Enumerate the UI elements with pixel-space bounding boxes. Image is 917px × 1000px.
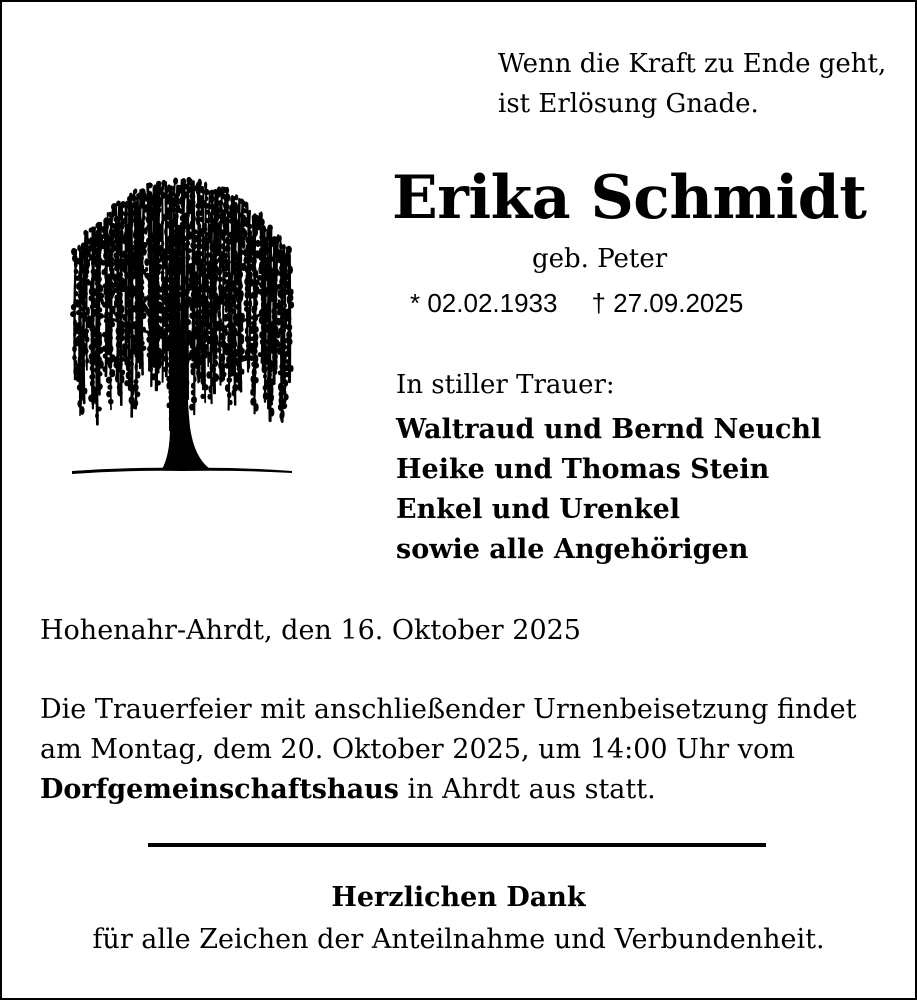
mourner-line: Heike und Thomas Stein <box>396 454 770 485</box>
thanks-text: für alle Zeichen der Anteilnahme und Verbundenheit. <box>92 924 825 955</box>
birth-date: * 02.02.1933 <box>410 288 558 318</box>
birth-name: geb. Peter <box>532 244 668 274</box>
ceremony-line-1: Die Trauerfeier mit anschließender Urnenbeisetzung findet <box>40 694 857 725</box>
mourner-line: sowie alle Angehörigen <box>396 534 749 565</box>
place-date: Hohenahr-Ahrdt, den 16. Oktober 2025 <box>40 615 581 646</box>
ceremony-venue: Dorfgemeinschaftshaus <box>40 774 399 805</box>
mourner-line: Enkel und Urenkel <box>396 494 681 525</box>
motto-line-1: Wenn die Kraft zu Ende geht, <box>498 49 887 79</box>
mourners-list <box>396 410 821 570</box>
thanks-title: Herzlichen Dank <box>331 882 586 913</box>
life-dates <box>410 290 743 316</box>
mourner-line: Waltraud und Bernd Neuchl <box>396 414 822 445</box>
motto-line-2: ist Erlösung Gnade. <box>498 89 759 119</box>
ceremony-line-2: am Montag, dem 20. Oktober 2025, um 14:00 Uhr vom <box>40 734 795 765</box>
ceremony-info <box>40 690 857 810</box>
mourners-intro: In stiller Trauer: <box>396 370 615 400</box>
death-date: † 27.09.2025 <box>591 288 744 318</box>
weeping-willow-tree-icon <box>70 165 295 477</box>
deceased-name: Erika Schmidt <box>392 163 867 233</box>
divider-line <box>148 843 766 847</box>
ceremony-line-3-rest: in Ahrdt aus statt. <box>398 774 656 805</box>
ceremony-line-3 <box>40 770 857 810</box>
motto <box>498 44 886 124</box>
